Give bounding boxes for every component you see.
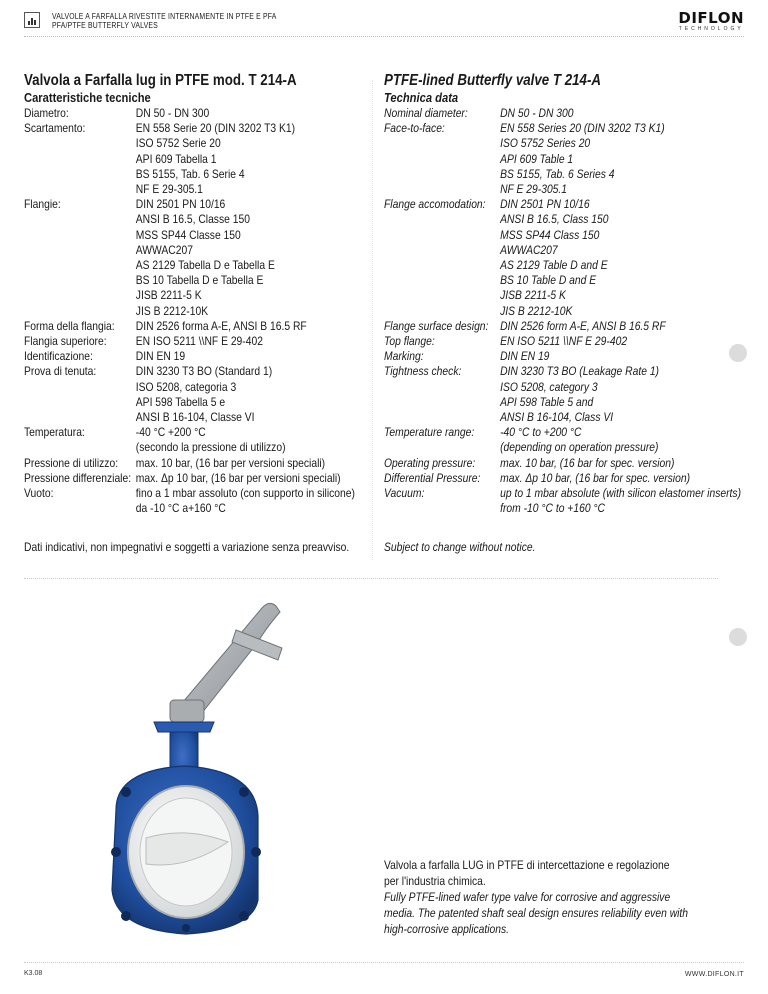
spec-value: ANSI B 16.5, Classe 150 bbox=[135, 212, 250, 227]
spec-value: -40 °C +200 °C bbox=[135, 425, 206, 440]
brand-name: DIFLON bbox=[678, 9, 744, 27]
spec-value: ANSI B 16-104, Classe VI bbox=[135, 410, 255, 425]
english-subtitle: Technica data bbox=[384, 90, 459, 105]
spec-label: Scartamento: bbox=[24, 121, 86, 136]
brand-logo bbox=[678, 9, 744, 32]
spec-label: Tightness check: bbox=[384, 364, 462, 379]
spec-row bbox=[24, 486, 355, 516]
italian-spec-column bbox=[24, 72, 355, 516]
spec-row bbox=[24, 197, 351, 319]
spec-row bbox=[384, 197, 711, 319]
spec-values bbox=[500, 197, 608, 319]
spec-values bbox=[500, 106, 573, 121]
spec-value: API 609 Tabella 1 bbox=[135, 151, 217, 166]
spec-value: BS 5155, Tab. 6 Series 4 bbox=[500, 166, 615, 181]
spec-values bbox=[136, 349, 185, 364]
spec-label: Differential Pressure: bbox=[384, 470, 481, 485]
spec-values bbox=[500, 471, 690, 486]
spec-row bbox=[24, 364, 351, 425]
spec-value: DIN 2526 form A-E, ANSI B 16.5 RF bbox=[500, 318, 666, 333]
spec-row bbox=[384, 425, 711, 455]
spec-value: DIN 2501 PN 10/16 bbox=[135, 197, 226, 212]
spec-values bbox=[136, 425, 286, 455]
spec-label: Flange surface design: bbox=[384, 318, 489, 333]
spec-value: EN 558 Serie 20 (DIN 3202 T3 K1) bbox=[135, 121, 296, 136]
spec-label: Face-to-face: bbox=[384, 121, 445, 136]
margin-dot bbox=[729, 628, 747, 646]
spec-label: Forma della flangia: bbox=[24, 318, 115, 333]
spec-value: DIN EN 19 bbox=[500, 349, 550, 364]
spec-value: API 609 Table 1 bbox=[500, 151, 574, 166]
spec-row bbox=[384, 334, 711, 349]
spec-value: (depending on operation pressure) bbox=[500, 440, 659, 455]
spec-value: ANSI B 16.5, Class 150 bbox=[500, 212, 609, 227]
spec-value: max. Δp 10 bar, (16 bar per versioni speciali) bbox=[135, 470, 341, 485]
spec-values bbox=[136, 319, 307, 334]
caption-en-line2: media. The patented shaft seal design ensures reliability even with bbox=[384, 906, 689, 920]
spec-value: max. 10 bar, (16 bar per versioni speciali) bbox=[135, 455, 326, 470]
spec-values bbox=[136, 106, 209, 121]
spec-label: Top flange: bbox=[384, 334, 435, 349]
spec-label: Nominal diameter: bbox=[384, 106, 468, 120]
spec-label: Vuoto: bbox=[24, 486, 54, 501]
caption-en-line3: high-corrosive applications. bbox=[384, 922, 510, 936]
spec-values bbox=[500, 121, 665, 197]
spec-label: Temperatura: bbox=[24, 425, 85, 440]
caption-it-line2: per l'industria chimica. bbox=[384, 874, 486, 888]
spec-value: JISB 2211-5 K bbox=[500, 288, 566, 303]
spec-row bbox=[384, 456, 711, 471]
spec-row bbox=[384, 106, 711, 121]
spec-values bbox=[500, 364, 659, 425]
spec-row bbox=[384, 486, 742, 516]
website-url: WWW.DIFLON.IT bbox=[684, 971, 744, 978]
spec-row bbox=[24, 319, 351, 334]
spec-label: Flangie: bbox=[24, 197, 61, 212]
spec-row bbox=[24, 121, 351, 197]
spec-value: max. 10 bar, (16 bar for spec. version) bbox=[500, 455, 675, 470]
header-divider bbox=[24, 36, 744, 37]
caption-en-line1: Fully PTFE-lined wafer type valve for corrosive and aggressive bbox=[384, 890, 671, 904]
italian-spec-list bbox=[24, 106, 355, 516]
spec-values bbox=[500, 456, 674, 471]
spec-value: AS 2129 Tabella D e Tabella E bbox=[135, 258, 275, 273]
spec-label: Flange accomodation: bbox=[384, 197, 486, 212]
spec-value: JIS B 2212-10K bbox=[500, 303, 573, 318]
spec-label: Marking: bbox=[384, 349, 424, 364]
spec-label: Vacuum: bbox=[384, 486, 425, 501]
spec-values bbox=[136, 364, 272, 425]
english-spec-list bbox=[384, 106, 742, 516]
spec-value: NF E 29-305.1 bbox=[135, 182, 203, 197]
spec-value: DIN 3230 T3 BO (Standard 1) bbox=[135, 364, 273, 379]
spec-value: NF E 29-305.1 bbox=[500, 182, 568, 197]
spec-row bbox=[384, 121, 711, 197]
spec-value: BS 10 Tabella D e Tabella E bbox=[135, 273, 264, 288]
spec-row bbox=[24, 334, 351, 349]
spec-value: AS 2129 Table D and E bbox=[500, 258, 608, 273]
italian-title: Valvola a Farfalla lug in PTFE mod. T 214-A bbox=[24, 72, 297, 89]
italian-subtitle: Caratteristiche tecniche bbox=[24, 90, 151, 105]
spec-value: fino a 1 mbar assoluto (con supporto in silicone) bbox=[135, 486, 355, 501]
header-title-line2: PFA/PTFE BUTTERFLY VALVES bbox=[52, 21, 158, 30]
spec-row bbox=[24, 425, 351, 455]
product-caption bbox=[384, 857, 688, 937]
spec-value: ANSI B 16-104, Class VI bbox=[500, 410, 614, 425]
spec-label: Pressione di utilizzo: bbox=[24, 455, 119, 470]
spec-value: DN 50 - DN 300 bbox=[500, 106, 574, 120]
english-disclaimer: Subject to change without notice. bbox=[384, 540, 536, 554]
spec-label: Pressione differenziale: bbox=[24, 470, 132, 485]
spec-values bbox=[136, 334, 263, 349]
spec-row bbox=[384, 319, 711, 334]
spec-values bbox=[136, 471, 341, 486]
spec-values bbox=[136, 456, 325, 471]
spec-value: EN 558 Series 20 (DIN 3202 T3 K1) bbox=[500, 121, 665, 136]
spec-label: Diametro: bbox=[24, 106, 69, 120]
spec-value: BS 5155, Tab. 6 Serie 4 bbox=[135, 166, 245, 181]
spec-value: da -10 °C a+160 °C bbox=[135, 501, 226, 516]
spec-value: (secondo la pressione di utilizzo) bbox=[135, 440, 286, 455]
italian-disclaimer: Dati indicativi, non impegnativi e soggetti a variazione senza preavviso. bbox=[24, 540, 350, 554]
spec-values bbox=[500, 425, 658, 455]
spec-value: JIS B 2212-10K bbox=[135, 303, 209, 318]
spec-value: JISB 2211-5 K bbox=[135, 288, 202, 303]
spec-value: ISO 5208, category 3 bbox=[500, 379, 598, 394]
spec-label: Prova di tenuta: bbox=[24, 364, 97, 379]
spec-value: EN ISO 5211 \\NF E 29-402 bbox=[135, 334, 263, 349]
spec-value: AWWAC207 bbox=[135, 242, 193, 257]
spec-row bbox=[384, 349, 711, 364]
spec-row bbox=[24, 471, 351, 486]
spec-value: AWWAC207 bbox=[500, 242, 558, 257]
spec-value: DIN 2501 PN 10/16 bbox=[500, 197, 590, 212]
spec-row bbox=[24, 106, 351, 121]
spec-row bbox=[384, 471, 711, 486]
spec-value: -40 °C to +200 °C bbox=[500, 425, 582, 440]
spec-label: Identificazione: bbox=[24, 349, 93, 364]
spec-value: DN 50 - DN 300 bbox=[135, 106, 210, 120]
spec-value: up to 1 mbar absolute (with silicon elastomer inserts) bbox=[500, 486, 742, 501]
footer-divider bbox=[24, 962, 744, 963]
spec-value: DIN 3230 T3 BO (Leakage Rate 1) bbox=[500, 364, 659, 379]
spec-value: ISO 5752 Serie 20 bbox=[135, 136, 221, 151]
page-code: K3.08 bbox=[24, 970, 43, 977]
spec-value: ISO 5752 Series 20 bbox=[500, 136, 591, 151]
english-title: PTFE-lined Butterfly valve T 214-A bbox=[384, 72, 602, 89]
spec-values bbox=[136, 121, 295, 197]
spec-value: DIN EN 19 bbox=[135, 349, 186, 364]
spec-value: BS 10 Table D and E bbox=[500, 273, 597, 288]
spec-value: max. Δp 10 bar, (16 bar for spec. version) bbox=[500, 470, 691, 485]
spec-label: Temperature range: bbox=[384, 425, 475, 440]
spec-value: EN ISO 5211 \\NF E 29-402 bbox=[500, 334, 628, 349]
brand-tagline: TECHNOLOGY bbox=[678, 26, 744, 32]
spec-values bbox=[500, 319, 666, 334]
spec-values bbox=[500, 349, 549, 364]
spec-label: Flangia superiore: bbox=[24, 334, 107, 349]
chart-logo-icon bbox=[24, 12, 40, 28]
margin-dot bbox=[729, 344, 747, 362]
spec-row bbox=[24, 349, 351, 364]
spec-value: from -10 °C to +160 °C bbox=[500, 501, 606, 516]
spec-values bbox=[500, 486, 741, 516]
caption-it-line1: Valvola a farfalla LUG in PTFE di intercettazione e regolazione bbox=[384, 858, 670, 872]
column-divider bbox=[372, 80, 373, 560]
butterfly-valve-photo bbox=[86, 590, 386, 950]
header-title-line1: VALVOLE A FARFALLA RIVESTITE INTERNAMENTE IN PTFE E PFA bbox=[52, 12, 277, 21]
spec-values bbox=[136, 486, 355, 516]
spec-row bbox=[24, 456, 351, 471]
spec-value: MSS SP44 Class 150 bbox=[500, 227, 600, 242]
spec-value: MSS SP44 Classe 150 bbox=[135, 227, 241, 242]
spec-values bbox=[500, 334, 627, 349]
spec-value: ISO 5208, categoria 3 bbox=[135, 379, 237, 394]
english-spec-column bbox=[384, 72, 742, 516]
spec-value: API 598 Tabella 5 e bbox=[135, 394, 226, 409]
spec-value: API 598 Table 5 and bbox=[500, 394, 594, 409]
spec-value: DIN 2526 forma A-E, ANSI B 16.5 RF bbox=[135, 318, 307, 333]
spec-values bbox=[136, 197, 275, 319]
section-divider bbox=[24, 578, 718, 579]
spec-row bbox=[384, 364, 711, 425]
spec-label: Operating pressure: bbox=[384, 455, 476, 470]
